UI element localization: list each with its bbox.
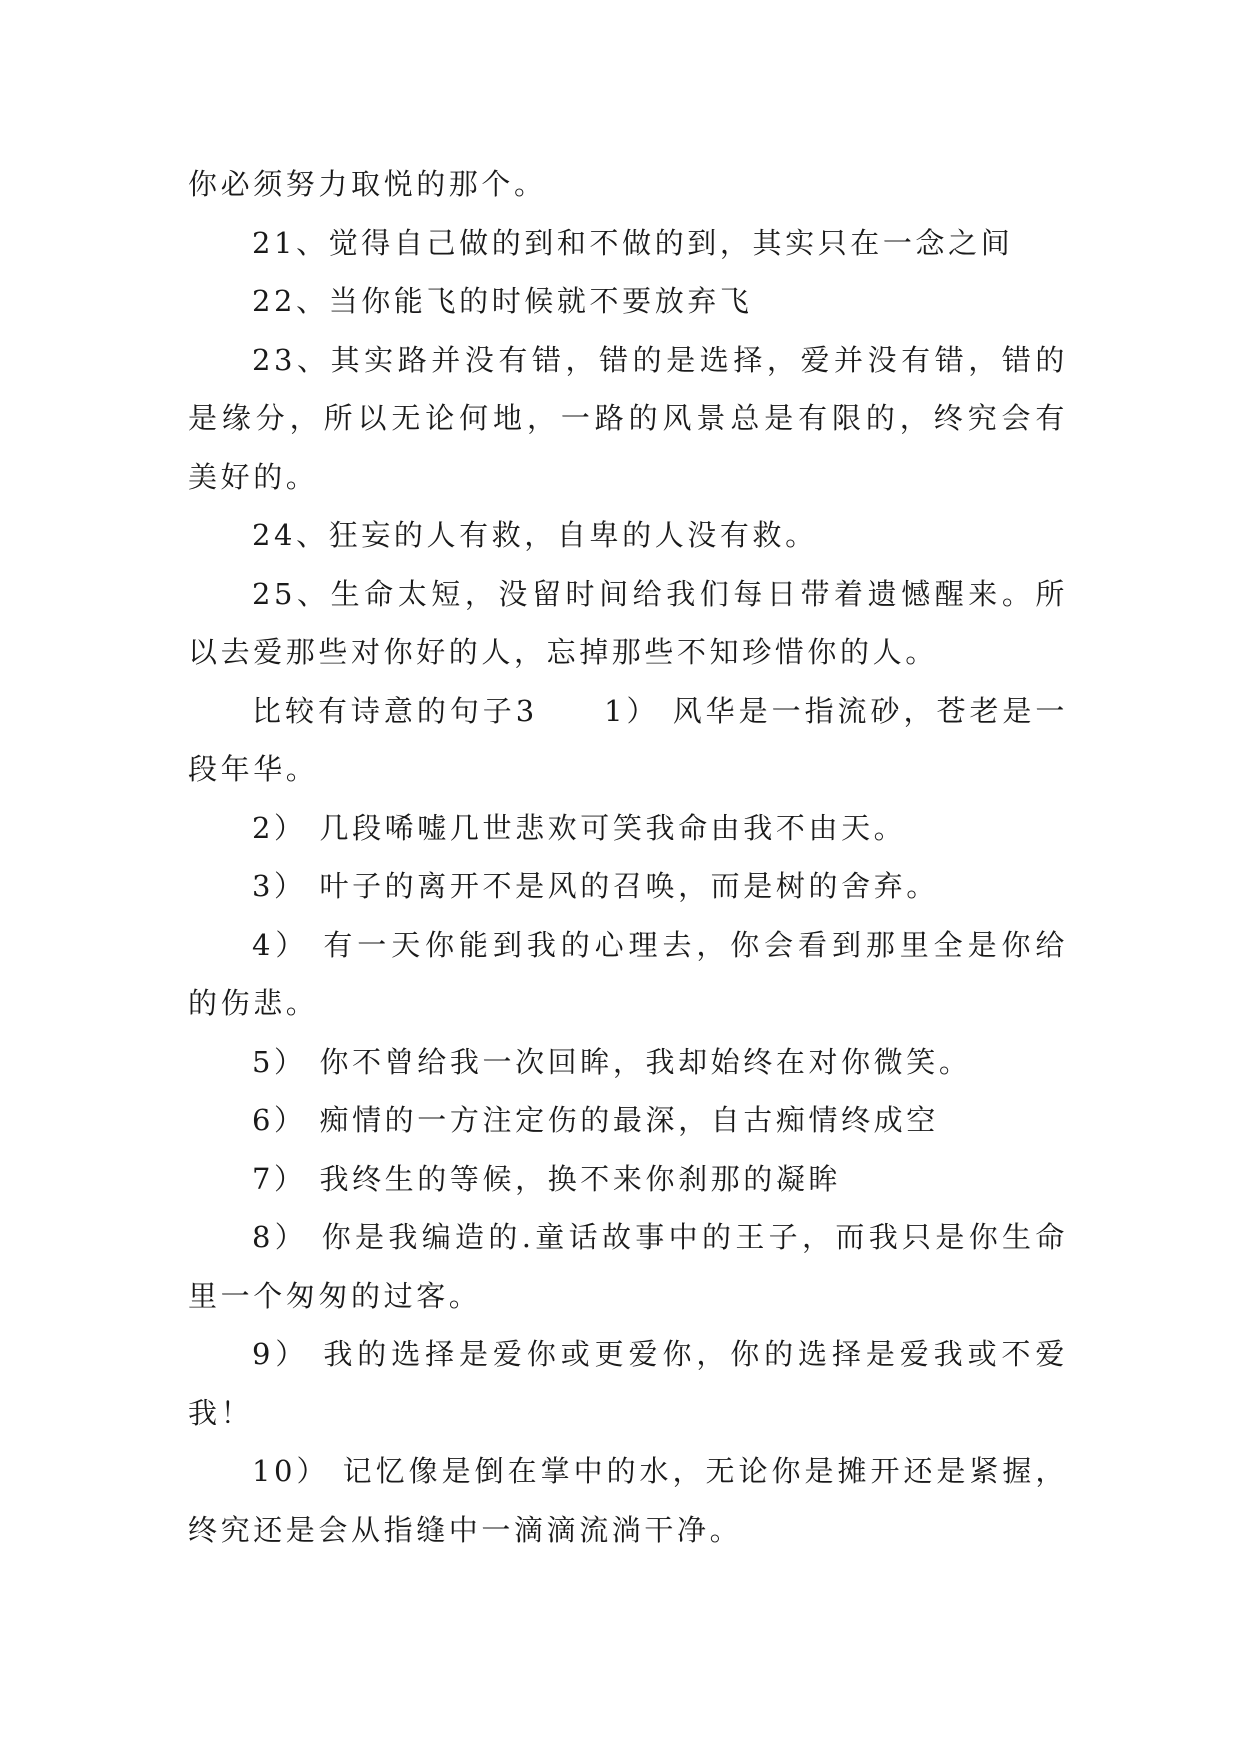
paragraph-8: 2） 几段唏嘘几世悲欢可笑我命由我不由天。 [252,810,907,845]
paragraph-10: 4） 有一天你能到我的心理去，你会看到那里全是你给的伤悲。 [188,927,1068,1020]
paragraph-14: 8） 你是我编造的.童话故事中的王子，而我只是你生命里一个匆匆的过客。 [188,1220,1068,1313]
paragraph-2: 21、觉得自己做的到和不做的到，其实只在一念之间 [252,225,1014,260]
paragraph-13: 7） 我终生的等候，换不来你刹那的凝眸 [252,1161,842,1196]
paragraph-9: 3） 叶子的离开不是风的召唤，而是树的舍弃。 [252,869,939,903]
paragraph-5: 24、狂妄的人有救，自卑的人没有救。 [252,518,818,552]
paragraph-4: 23、其实路并没有错，错的是选择，爱并没有错，错的是缘分，所以无论何地，一路的风景总是有限的，终究会有美好的。 [188,342,1068,494]
document-body [188,155,1068,1559]
paragraph-12: 6） 痴情的一方注定伤的最深，自古痴情终成空 [252,1103,939,1137]
paragraph-6: 25、生命太短，没留时间给我们每日带着遗憾醒来。所以去爱那些对你好的人，忘掉那些不知珍惜你的人。 [188,576,1068,669]
paragraph-15: 9） 我的选择是爱你或更爱你，你的选择是爱我或不爱我！ [188,1337,1068,1430]
paragraph-11: 5） 你不曾给我一次回眸，我却始终在对你微笑。 [252,1044,972,1079]
paragraph-16: 10） 记忆像是倒在掌中的水，无论你是摊开还是紧握，终究还是会从指缝中一滴滴流淌干净。 [188,1454,1068,1547]
paragraph-1: 你必须努力取悦的那个。 [188,167,547,201]
paragraph-3: 22、当你能飞的时候就不要放弃飞 [252,284,753,318]
paragraph-7: 比较有诗意的句子3 1） 风华是一指流砂，苍老是一段年华。 [188,693,1068,786]
